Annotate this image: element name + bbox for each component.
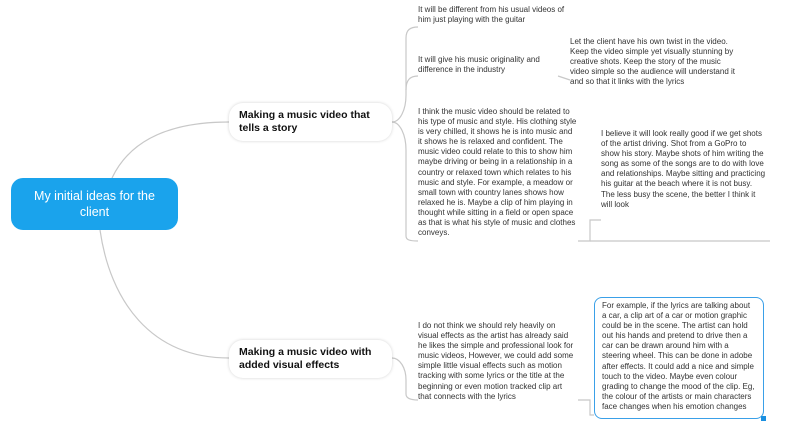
subtopic-different-videos[interactable] — [418, 5, 570, 25]
connector-child2-grandchild — [558, 76, 570, 80]
subtopic-limited-effects[interactable] — [418, 321, 576, 402]
subtopic-originality[interactable] — [418, 55, 558, 75]
main-topic-story-label: Making a music video that tells a story — [239, 109, 370, 134]
connector-topic1-child3 — [392, 122, 418, 241]
main-topic-story[interactable] — [229, 103, 392, 141]
subtopic-text: For example, if the lyrics are talking about a car, a clip art of a car or motion graphic could be in the scene. The artist can hold out his hands and pretend to drive then a car can be drawn around him with a steering wheel. This can be done in adobe after effects. It could add a nice and simple touch to the video. Maybe even colour grading to change the mood of the clip. Eg, the colour of the artists or main characters face changes when his emotion changes — [602, 301, 755, 411]
connector-topic1-trunk — [392, 27, 418, 122]
connector-child-grandchild-vfx — [578, 400, 594, 415]
subtopic-text: It will give his music originality and difference in the industry — [418, 55, 540, 75]
root-topic[interactable] — [11, 178, 178, 230]
connector-topic2-child — [392, 358, 418, 400]
subtopic-text: I believe it will look really good if we get shots of the artist driving. Shot from a GoPro to show his story. Maybe shots of him writing the song as some of the songs are to do with love and relationships. Maybe sitting and practicing his guitar at the beach where it is not busy. The less busy the scene, the better I think it will look — [601, 129, 766, 209]
subtopic-music-style[interactable] — [418, 107, 578, 238]
main-topic-visual-effects[interactable] — [229, 340, 392, 378]
subtopic-text: I think the music video should be related to his type of music and style. His clothing style is very chilled, it shows he is into music and it shows he is relaxed and confident. The music video could relate to this to show him maybe driving or being in a relationship in a country or relaxed town which relates to his music and style. For example, a meadow or small town with country lanes shows how relaxed he is. Maybe a clip of him playing in thought while sitting in a field or open space as that is what his style of music and clothes conveys. — [418, 107, 577, 238]
subtopic-car-clip-art-selected[interactable] — [594, 297, 764, 419]
subtopic-text: Let the client have his own twist in the video. Keep the video simple yet visually stunning by creative shots. Keep the story of the music video simple so the audience will understand it and so that it links with the lyrics — [570, 37, 735, 87]
main-topic-visual-effects-label: Making a music video with added visual effects — [239, 346, 372, 371]
subtopic-text: I do not think we should rely heavily on visual effects as the artist has already said he likes the simple and professional look for music videos, However, we could add some simple little visual effects such as motion tracking with some lyrics or the title at the beginning or even motion tracked clip art that connects with the lyrics — [418, 321, 574, 401]
resize-handle[interactable] — [761, 416, 766, 421]
connector-topic1-child2 — [406, 76, 418, 90]
root-topic-label: My initial ideas for the client — [34, 189, 155, 219]
subtopic-driving-shots[interactable] — [601, 129, 766, 210]
subtopic-own-twist[interactable] — [570, 37, 740, 87]
connector-child3-grandchild — [578, 220, 601, 241]
subtopic-text: It will be different from his usual videos of him just playing with the guitar — [418, 5, 565, 25]
connector-root-topic1 — [112, 122, 229, 178]
connector-root-topic2 — [100, 230, 229, 358]
